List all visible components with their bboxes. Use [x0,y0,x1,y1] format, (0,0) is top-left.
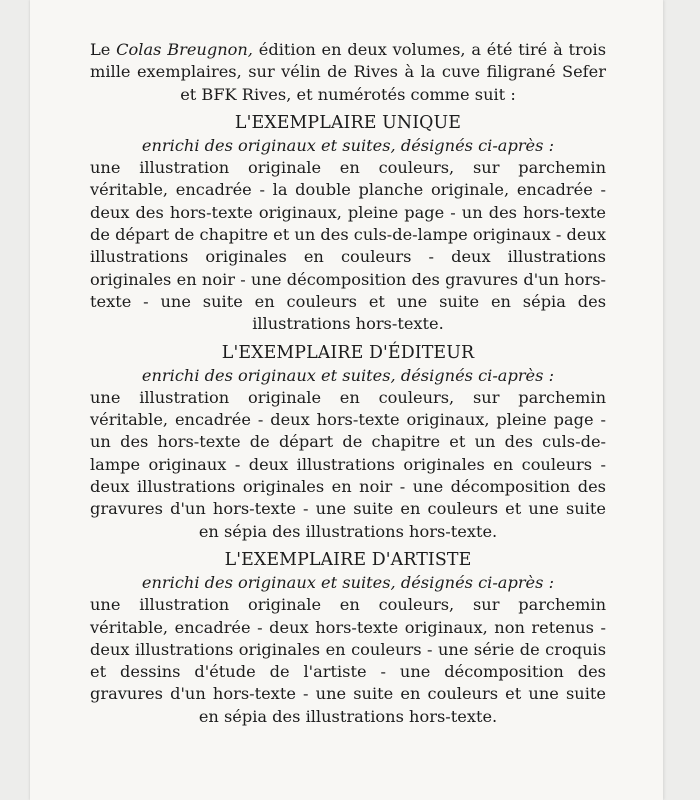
section-body: une illustration originale en couleurs, sur parchemin véritable, encadrée - deux hors-texte originaux, non retenus - deux illustrations originales en couleurs - une série de croquis et dessins d'étude de l'artiste - une décomposition des gravures d'un hors-texte - une suite en couleurs et une suite en sépia des illustrations hors-texte. [90,595,606,726]
section-heading: L'EXEMPLAIRE D'ARTISTE [224,549,472,570]
section-exemplaire-unique [90,111,606,336]
section-body: une illustration originale en couleurs, sur parchemin véritable, encadrée - la double planche originale, encadrée - deux des hors-texte originaux, pleine page - un des hors-texte de départ de chapitre et un des culs-de-lampe originaux - deux illustrations originales en couleurs - deux illustrations originales en noir - une décomposition des gravures d'un hors-texte - une suite en couleurs et une suite en sépia des illustrations hors-texte. [90,158,607,334]
section-exemplaire-editeur [90,341,606,543]
section-exemplaire-artiste [90,548,606,728]
section-heading: L'EXEMPLAIRE D'ÉDITEUR [221,342,475,363]
intro-after-title: édition en deux volumes, a été tiré à trois mille exemplaires, sur vélin de Rives à la cuve filigrané Sefer et BFK Rives, et numérotés comme suit : [90,40,606,104]
work-title: Colas Breugnon, [116,40,253,59]
section-body: une illustration originale en couleurs, sur parchemin véritable, encadrée - deux hors-texte originaux, pleine page - un des hors-texte de départ de chapitre et un des culs-de-lampe originaux - deux illustrations originales en couleurs - deux illustrations originales en noir - une décomposition des gravures d'un hors-texte - une suite en couleurs et une suite en sépia des illustrations hors-texte. [90,387,606,541]
intro-before-title: Le [90,40,117,59]
book-page [30,0,663,800]
intro-paragraph [90,39,606,106]
page-text [90,39,606,728]
section-subheading: enrichi des originaux et suites, désignés ci-après : [141,365,555,385]
section-subheading: enrichi des originaux et suites, désignés ci-après : [141,135,555,155]
section-subheading: enrichi des originaux et suites, désignés ci-après : [141,572,555,592]
section-heading: L'EXEMPLAIRE UNIQUE [234,112,462,133]
